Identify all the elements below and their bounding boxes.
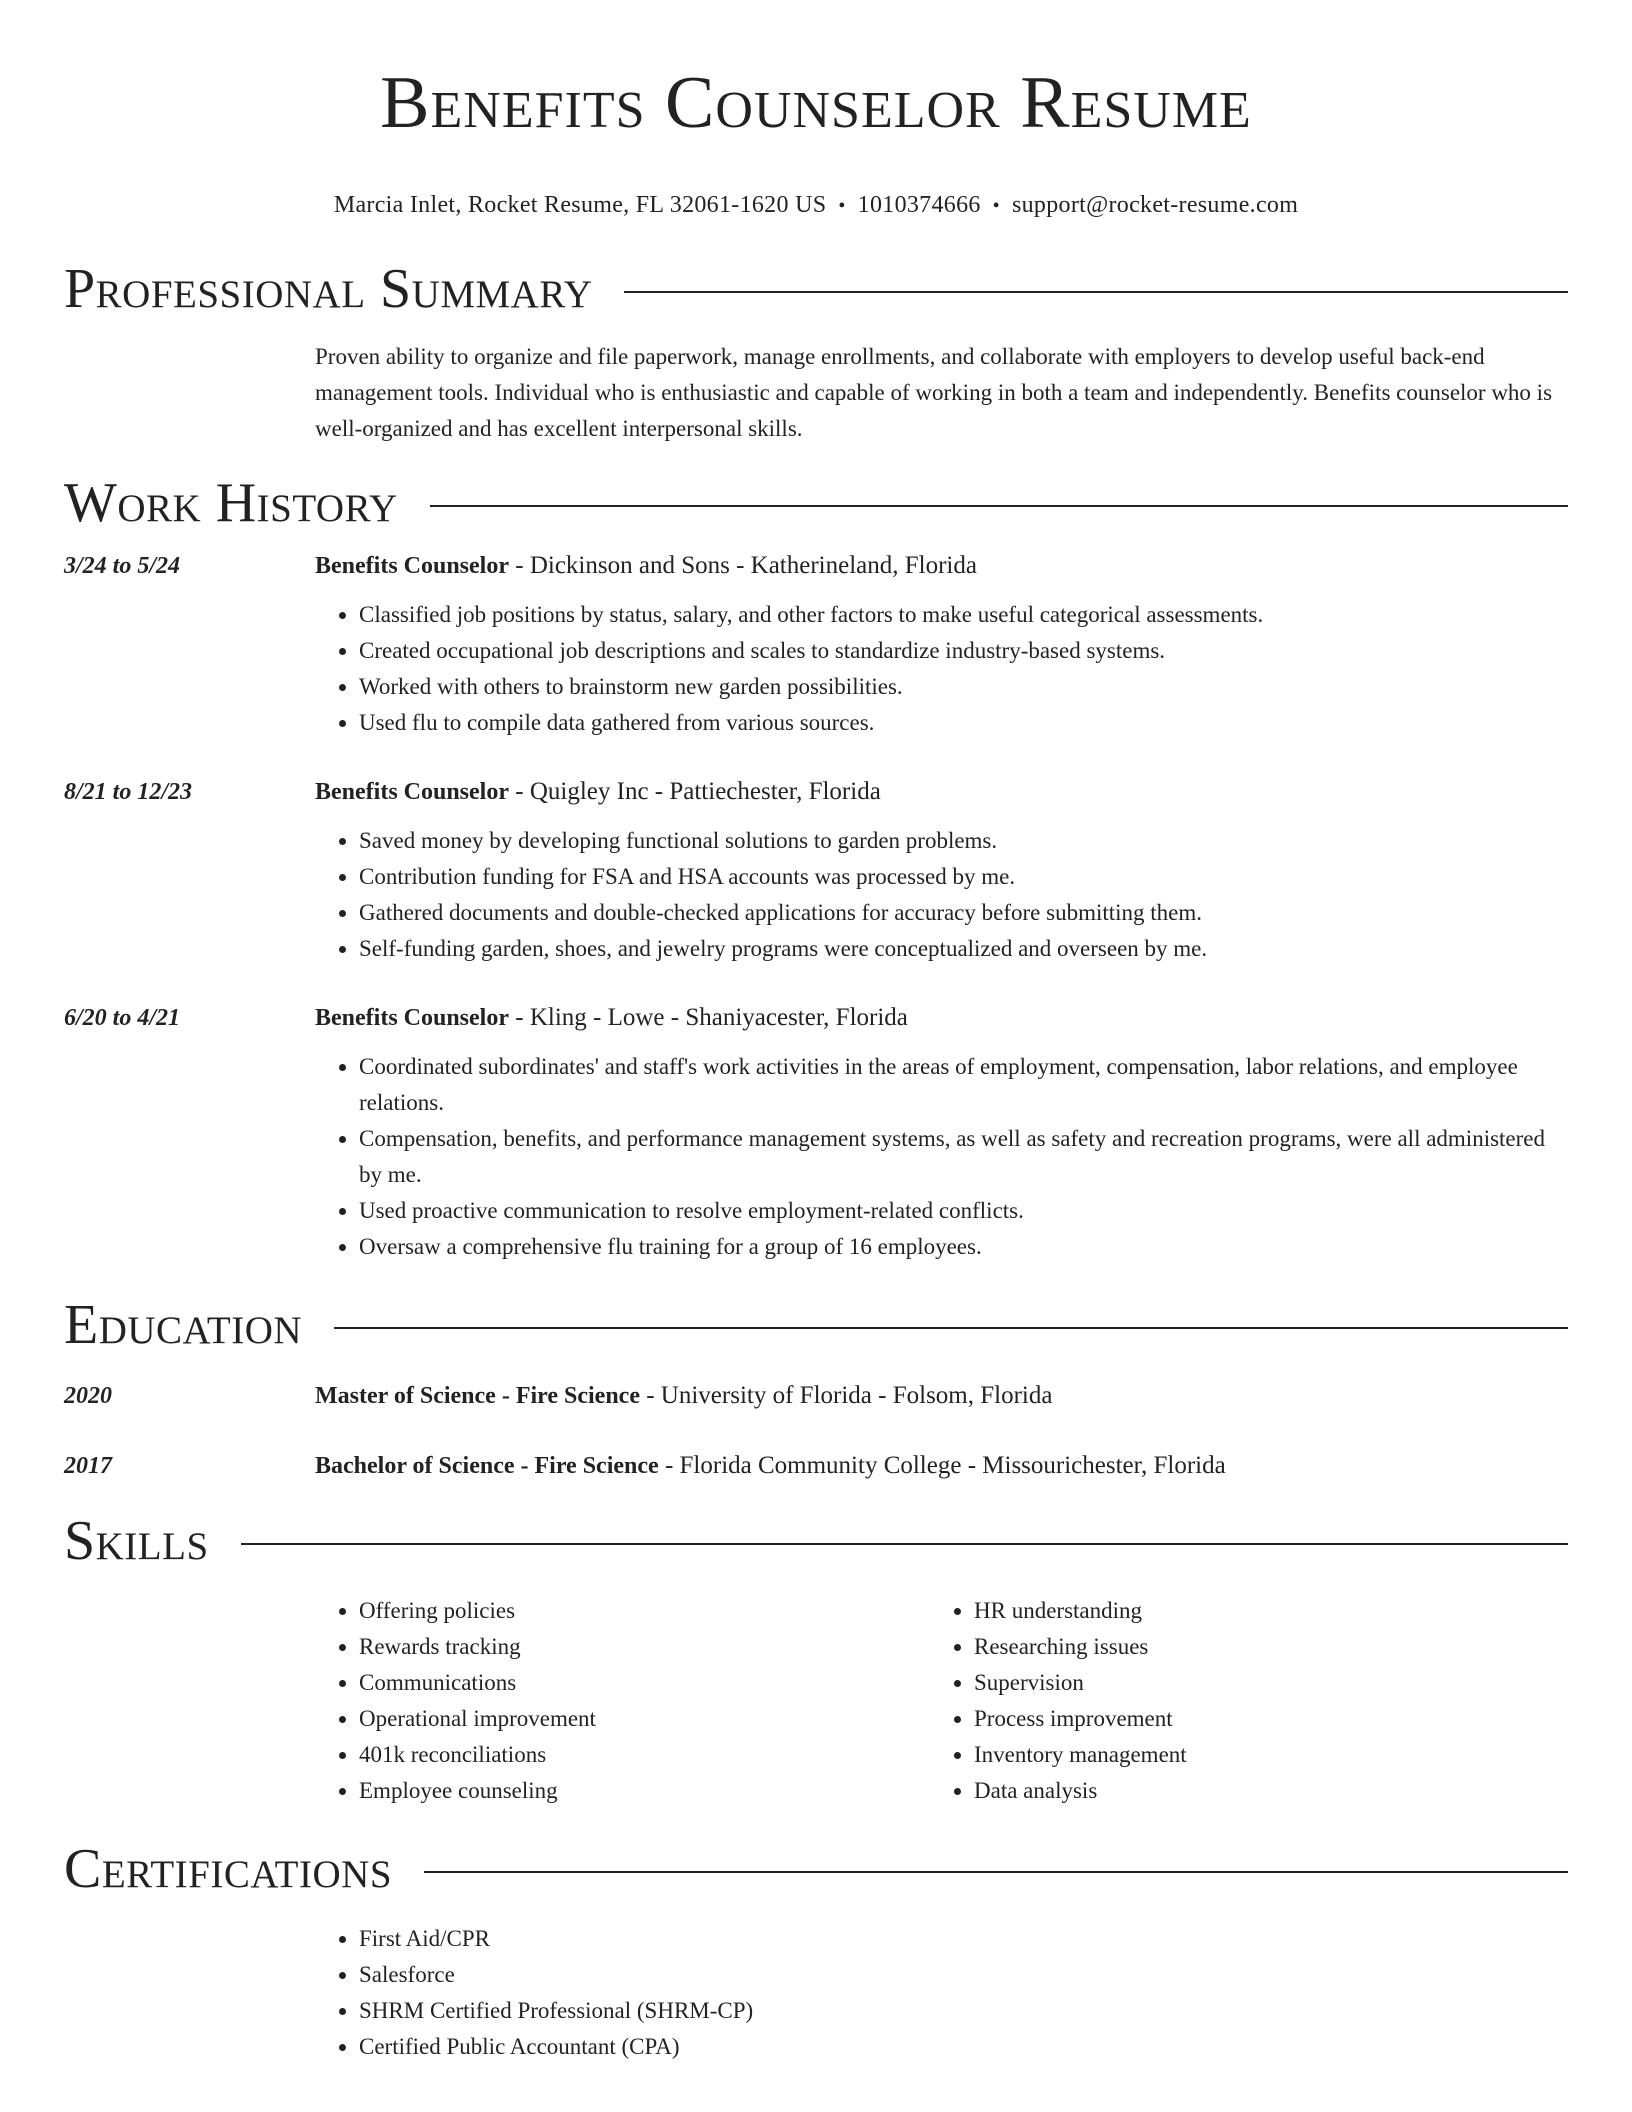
job-title: Benefits Counselor	[315, 1005, 509, 1031]
education-degree: Master of Science - Fire Science	[315, 1383, 640, 1409]
skills-section-header	[64, 1509, 1568, 1573]
education-heading: Education	[64, 1294, 303, 1356]
education-degree: Bachelor of Science - Fire Science	[315, 1453, 659, 1479]
job-bullet: • Created occupational job descriptions and scales to standardize industry-based systems.	[359, 633, 1568, 669]
education-headline	[315, 1449, 1568, 1483]
job-bullet: • Self-funding garden, shoes, and jewelry programs were conceptualized and overseen by me.	[359, 931, 1568, 967]
job-title: Benefits Counselor	[315, 553, 509, 579]
skill-item: • Offering policies	[359, 1593, 930, 1629]
contact-separator: •	[992, 195, 1000, 217]
job-details: - Quigley Inc - Pattiechester, Florida	[509, 778, 881, 805]
education-year: 2017	[64, 1453, 112, 1479]
certification-item: • Certified Public Accountant (CPA)	[359, 2029, 1568, 2065]
section-divider	[424, 1871, 1568, 1873]
summary-heading: Professional Summary	[64, 258, 593, 320]
job-details: - Kling - Lowe - Shaniyacester, Florida	[509, 1004, 908, 1031]
certification-item: • Salesforce	[359, 1957, 1568, 1993]
job-dates: 3/24 to 5/24	[64, 553, 181, 579]
certifications-bullets	[315, 1921, 1568, 2065]
work-heading: Work History	[64, 472, 398, 534]
job-bullet: • Coordinated subordinates' and staff's work activities in the areas of employment, compensation, labor relations, and employee relations.	[359, 1049, 1568, 1121]
job-body	[315, 1001, 1568, 1265]
job-bullet: • Used proactive communication to resolve employment-related conflicts.	[359, 1193, 1568, 1229]
skill-item: • Inventory management	[974, 1737, 1545, 1773]
work-section-header	[64, 471, 1568, 535]
skill-item: • Supervision	[974, 1665, 1545, 1701]
job-bullet: • Oversaw a comprehensive flu training for a group of 16 employees.	[359, 1229, 1568, 1265]
education-entry	[64, 1379, 1568, 1413]
job-bullet: • Used flu to compile data gathered from various sources.	[359, 705, 1568, 741]
job-bullets	[315, 1049, 1568, 1265]
section-divider	[241, 1543, 1568, 1545]
skill-item: • Process improvement	[974, 1701, 1545, 1737]
education-year: 2020	[64, 1383, 112, 1409]
job-bullet: • Contribution funding for FSA and HSA accounts was processed by me.	[359, 859, 1568, 895]
job-dates: 8/21 to 12/23	[64, 779, 193, 805]
certifications-heading: Certifications	[64, 1838, 393, 1900]
education-entry	[64, 1449, 1568, 1483]
skill-item: • 401k reconciliations	[359, 1737, 930, 1773]
education-headline	[315, 1379, 1568, 1413]
skill-item: • Communications	[359, 1665, 930, 1701]
job-body	[315, 775, 1568, 967]
certifications-section-header	[64, 1837, 1568, 1901]
certifications-list	[315, 1921, 1568, 2065]
skills-heading: Skills	[64, 1510, 209, 1572]
job-headline	[315, 775, 1568, 809]
job-dates: 6/20 to 4/21	[64, 1005, 181, 1031]
skill-item: • HR understanding	[974, 1593, 1545, 1629]
skill-item: • Researching issues	[974, 1629, 1545, 1665]
section-divider	[624, 291, 1568, 293]
skills-column-right	[930, 1593, 1545, 1809]
contact-line	[64, 190, 1568, 221]
education-section-header	[64, 1293, 1568, 1357]
job-entry	[64, 775, 1568, 967]
job-bullet: • Saved money by developing functional solutions to garden problems.	[359, 823, 1568, 859]
job-details: - Dickinson and Sons - Katherineland, Florida	[509, 552, 977, 579]
resume-title: Benefits Counselor Resume	[380, 62, 1252, 144]
education-list	[64, 1379, 1568, 1483]
job-bullet: • Classified job positions by status, salary, and other factors to make useful categorical assessments.	[359, 597, 1568, 633]
summary-text: Proven ability to organize and file paperwork, manage enrollments, and collaborate with employers to develop useful back-end management tools. Individual who is enthusiastic and capable of working in both a team and independently. Benefits counselor who is well-organized and has excellent interpersonal skills.	[315, 344, 1553, 441]
summary-section-header	[64, 257, 1568, 321]
skill-item: • Rewards tracking	[359, 1629, 930, 1665]
certification-item: • First Aid/CPR	[359, 1921, 1568, 1957]
job-body	[315, 549, 1568, 741]
job-bullets	[315, 597, 1568, 741]
section-divider	[334, 1327, 1568, 1329]
job-bullet: • Gathered documents and double-checked applications for accuracy before submitting them.	[359, 895, 1568, 931]
certification-item: • SHRM Certified Professional (SHRM-CP)	[359, 1993, 1568, 2029]
contact-separator: •	[838, 195, 846, 217]
skill-item: • Operational improvement	[359, 1701, 930, 1737]
skills-column-left	[315, 1593, 930, 1809]
skill-item: • Employee counseling	[359, 1773, 930, 1809]
contact-email: support@rocket-resume.com	[1011, 192, 1299, 218]
education-details: - Florida Community College - Missourichester, Florida	[658, 1452, 1226, 1479]
job-headline	[315, 1001, 1568, 1035]
work-history-list	[64, 549, 1568, 1265]
contact-phone: 1010374666	[857, 192, 981, 218]
education-body	[315, 1379, 1568, 1413]
job-title: Benefits Counselor	[315, 779, 509, 805]
skill-item: • Data analysis	[974, 1773, 1545, 1809]
education-details: - University of Florida - Folsom, Florida	[639, 1382, 1053, 1409]
job-bullet: • Worked with others to brainstorm new garden possibilities.	[359, 669, 1568, 705]
section-divider	[430, 505, 1568, 507]
contact-address: Marcia Inlet, Rocket Resume, FL 32061-1620 US	[333, 192, 827, 218]
job-entry	[64, 549, 1568, 741]
job-bullets	[315, 823, 1568, 967]
job-headline	[315, 549, 1568, 583]
job-entry	[64, 1001, 1568, 1265]
education-body	[315, 1449, 1568, 1483]
skills-grid	[315, 1593, 1568, 1809]
job-bullet: • Compensation, benefits, and performance management systems, as well as safety and recreation programs, were all administered by me.	[359, 1121, 1568, 1193]
